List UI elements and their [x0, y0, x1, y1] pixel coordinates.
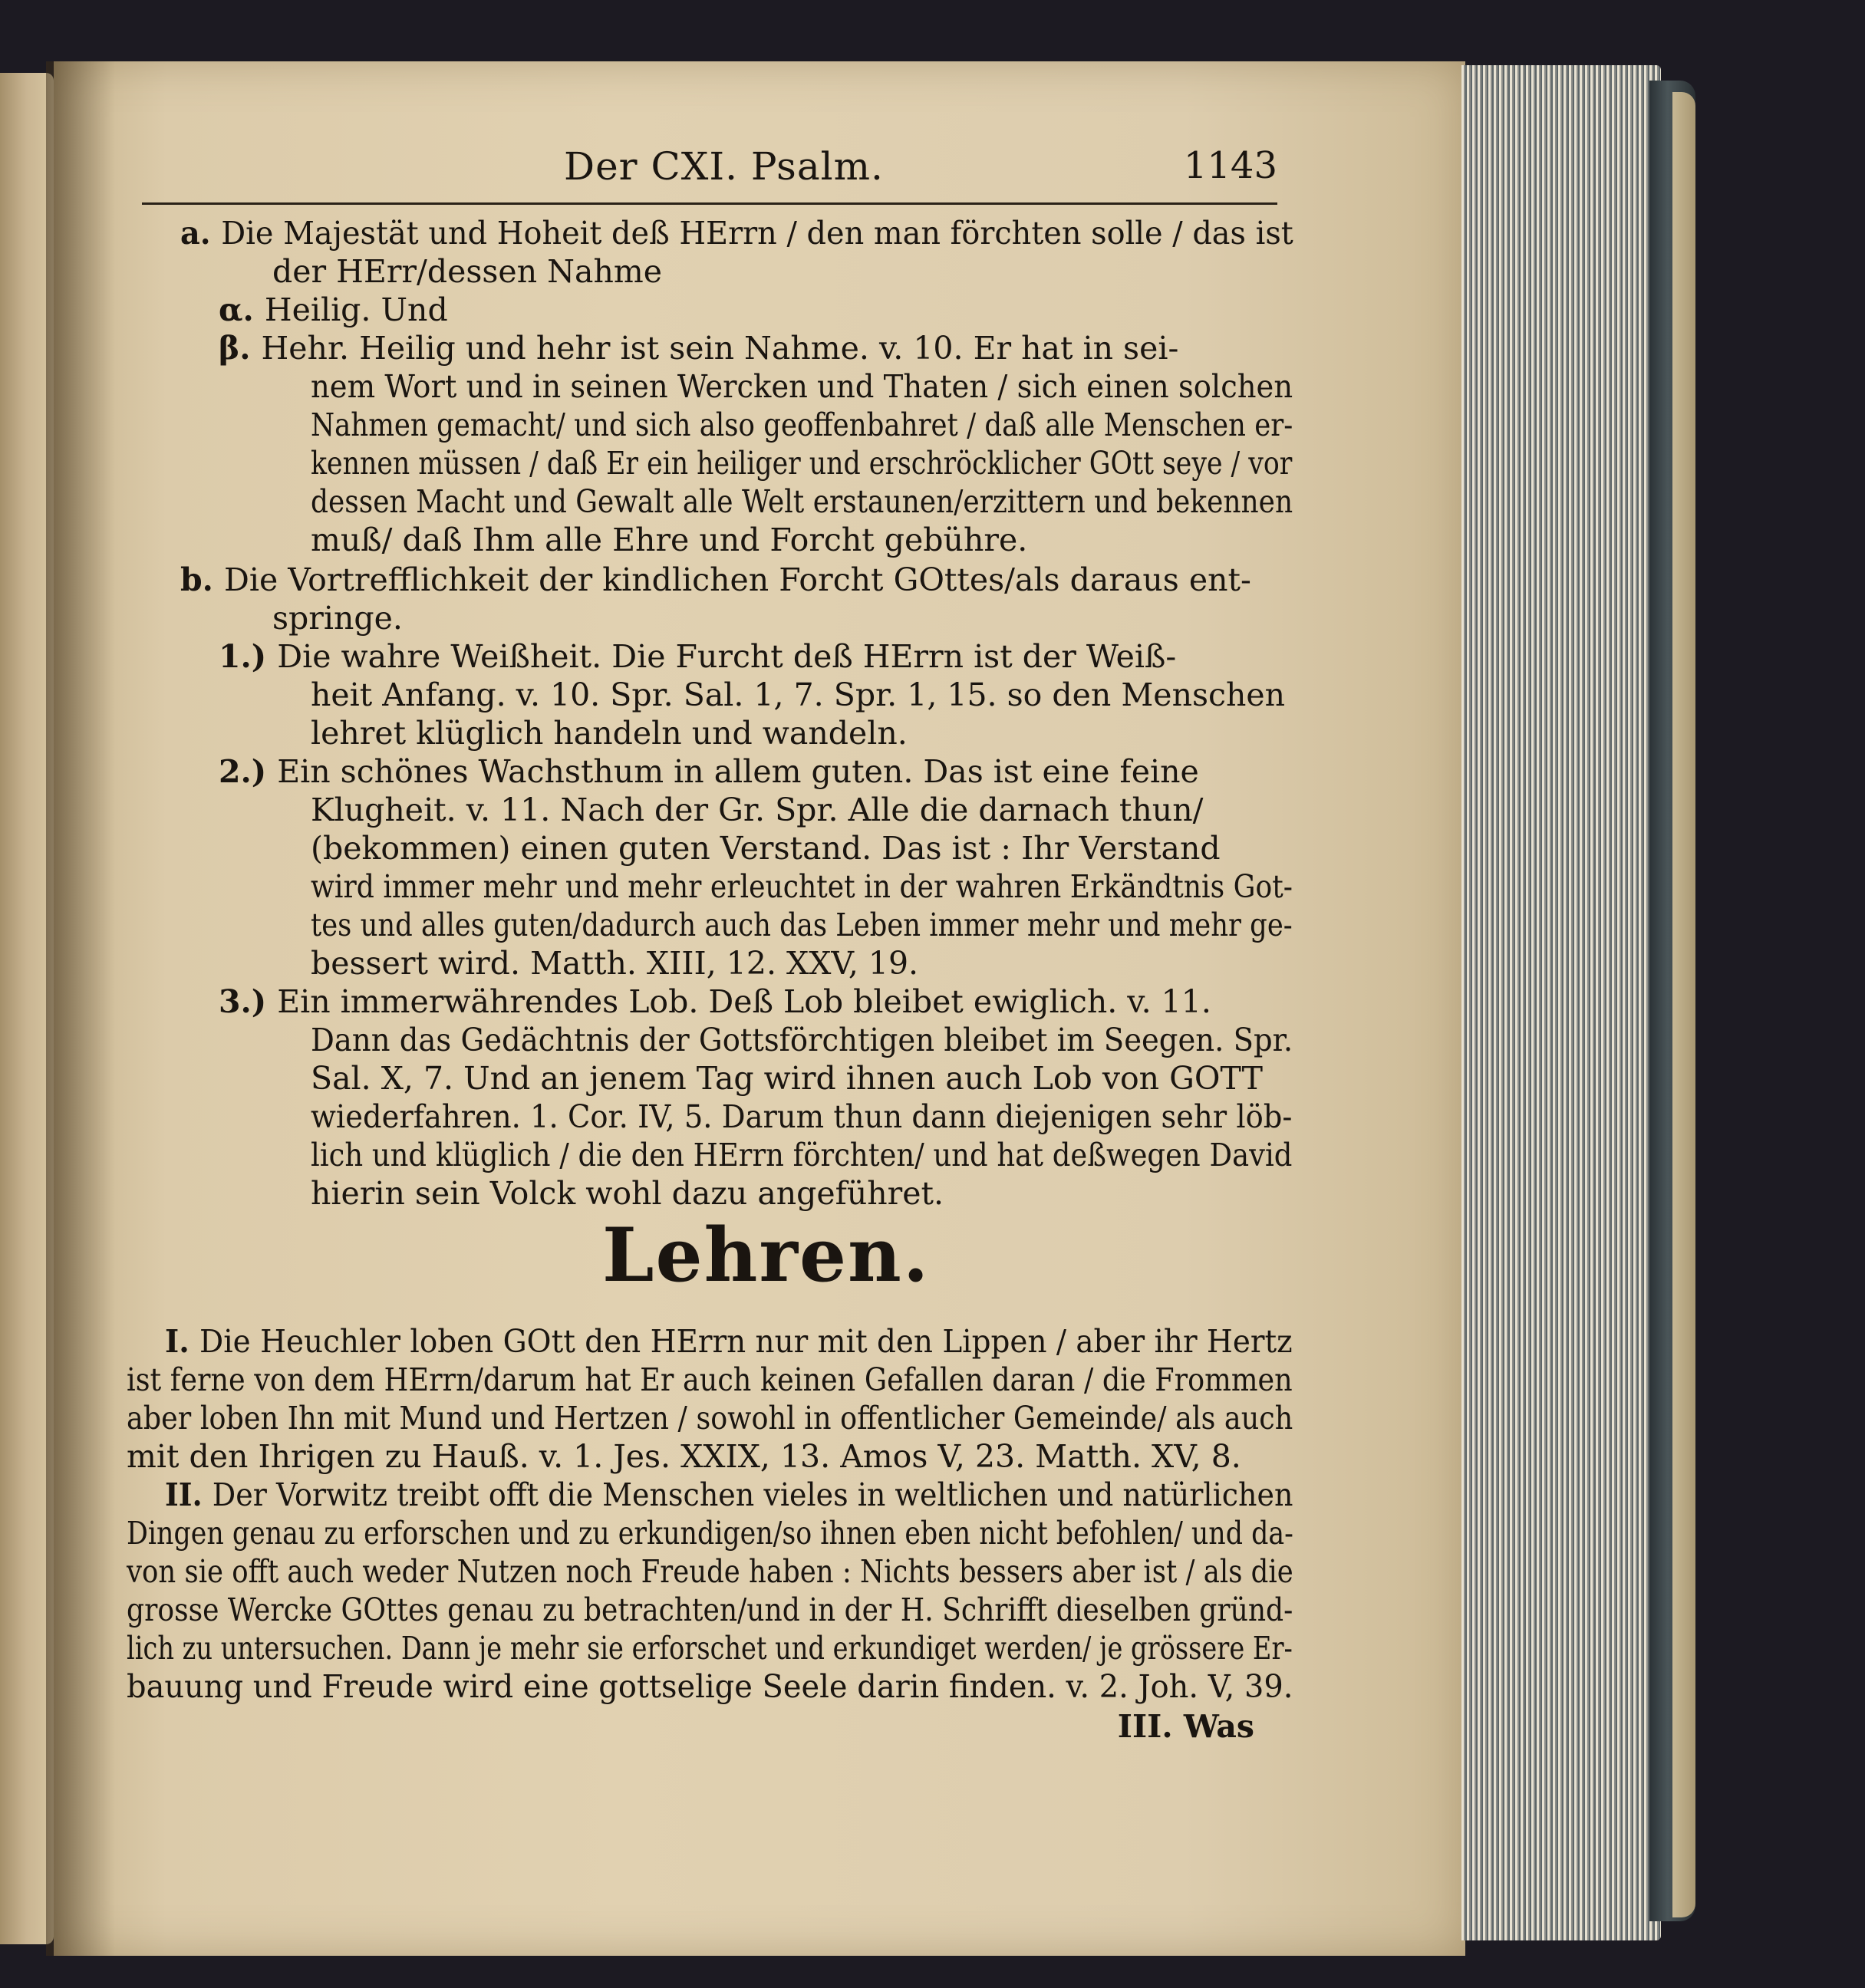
text-line: grosse Wercke GOttes genau zu betrachten/und in der H. Schrifft dieselben gründ-	[127, 1591, 1293, 1628]
item-marker: 1.)	[219, 638, 267, 675]
text-line: muß/ daß Ihm alle Ehre und Forcht gebühre.	[311, 522, 1028, 558]
text-line: heit Anfang. v. 10. Spr. Sal. 1, 7. Spr. 1, 15. so den Menschen	[311, 676, 1286, 713]
text-line: lich und klüglich / die den HErrn förchten/ und hat deßwegen David	[311, 1137, 1293, 1173]
catchword: III. Was	[1117, 1708, 1254, 1745]
text-line: Sal. X, 7. Und an jenem Tag wird ihnen auch Lob von GOTT	[311, 1060, 1263, 1097]
header-rule	[142, 202, 1277, 205]
text-line: b. Die Vortrefflichkeit der kindlichen Forcht GOttes/als daraus ent-	[180, 561, 1251, 598]
text-line: Klugheit. v. 11. Nach der Gr. Spr. Alle die darnach thun/	[311, 792, 1204, 828]
text-line: von sie offt auch weder Nutzen noch Freude haben : Nichts bessers aber ist / als die	[127, 1553, 1293, 1590]
text-line: I. Die Heuchler loben GOtt den HErrn nur mit den Lippen / aber ihr Hertz	[165, 1323, 1293, 1360]
section-marker: a.	[180, 215, 211, 252]
page-number: 1143	[1183, 144, 1277, 187]
text-line: dessen Macht und Gewalt alle Welt erstaunen/erzittern und bekennen	[311, 483, 1293, 520]
item-marker: 2.)	[219, 753, 267, 790]
text-line: bauung und Freude wird eine gottselige Seele darin finden. v. 2. Joh. V, 39.	[127, 1668, 1293, 1705]
text-line: wiederfahren. 1. Cor. IV, 5. Darum thun dann diejenigen sehr löb-	[311, 1098, 1293, 1135]
text-line: 1.) Die wahre Weißheit. Die Furcht deß HErrn ist der Weiß-	[219, 638, 1177, 675]
text-line: a. Die Majestät und Hoheit deß HErrn / den man förchten solle / das ist	[180, 215, 1293, 252]
running-title: Der CXI. Psalm.	[564, 144, 884, 189]
item-marker: 3.)	[219, 983, 267, 1020]
section-heading: Lehren.	[602, 1212, 931, 1298]
text-line: α. Heilig. Und	[219, 291, 448, 328]
text-line: wird immer mehr und mehr erleuchtet in der wahren Erkändtnis Got-	[311, 868, 1293, 905]
text-line: II. Der Vorwitz treibt offt die Menschen vieles in weltlichen und natürlichen	[165, 1476, 1293, 1513]
text-line: aber loben Ihn mit Mund und Hertzen / sowohl in offentlicher Gemeinde/ als auch	[127, 1400, 1293, 1437]
item-marker: β.	[219, 330, 251, 367]
item-marker: II.	[165, 1476, 203, 1513]
page-edges	[1461, 65, 1661, 1940]
text-line: hierin sein Volck wohl dazu angeführet.	[311, 1175, 944, 1212]
item-marker: I.	[165, 1323, 189, 1360]
page-header	[127, 138, 1277, 192]
text-line: β. Hehr. Heilig und hehr ist sein Nahme. v. 10. Er hat in sei-	[219, 330, 1179, 367]
text-line: lich zu untersuchen. Dann je mehr sie erforschet und erkundiget werden/ je grössere Er-	[127, 1630, 1293, 1667]
text-line: springe.	[272, 600, 403, 637]
text-line: ist ferne von dem HErrn/darum hat Er auch keinen Gefallen daran / die Frommen	[127, 1361, 1293, 1398]
text-line: kennen müssen / daß Er ein heiliger und erschröcklicher GOtt seye / vor	[311, 445, 1293, 482]
text-line: nem Wort und in seinen Wercken und Thaten / sich einen solchen	[311, 368, 1293, 405]
text-line: bessert wird. Matth. XIII, 12. XXV, 19.	[311, 945, 919, 982]
text-line: Dann das Gedächtnis der Gottsförchtigen bleibet im Seegen. Spr.	[311, 1022, 1293, 1058]
text-line: tes und alles guten/dadurch auch das Leben immer mehr und mehr ge-	[311, 907, 1293, 943]
cover-rim	[1672, 92, 1695, 1917]
text-line: mit den Ihrigen zu Hauß. v. 1. Jes. XXIX, 13. Amos V, 23. Matth. XV, 8.	[127, 1438, 1241, 1475]
text-line: der HErr/dessen Nahme	[272, 253, 662, 290]
text-line: Dingen genau zu erforschen und zu erkundigen/so ihnen eben nicht befohlen/ und da-	[127, 1515, 1293, 1552]
text-line: (bekommen) einen guten Verstand. Das ist : Ihr Verstand	[311, 830, 1221, 867]
item-marker: α.	[219, 291, 254, 328]
text-line: lehret klüglich handeln und wandeln.	[311, 715, 908, 752]
text-line: Nahmen gemacht/ und sich also geoffenbahret / daß alle Menschen er-	[311, 406, 1293, 443]
section-marker: b.	[180, 561, 213, 598]
text-line: 3.) Ein immerwährendes Lob. Deß Lob bleibet ewiglich. v. 11.	[219, 983, 1211, 1020]
gutter-shadow	[46, 61, 115, 1956]
text-line: 2.) Ein schönes Wachsthum in allem guten. Das ist eine feine	[219, 753, 1199, 790]
